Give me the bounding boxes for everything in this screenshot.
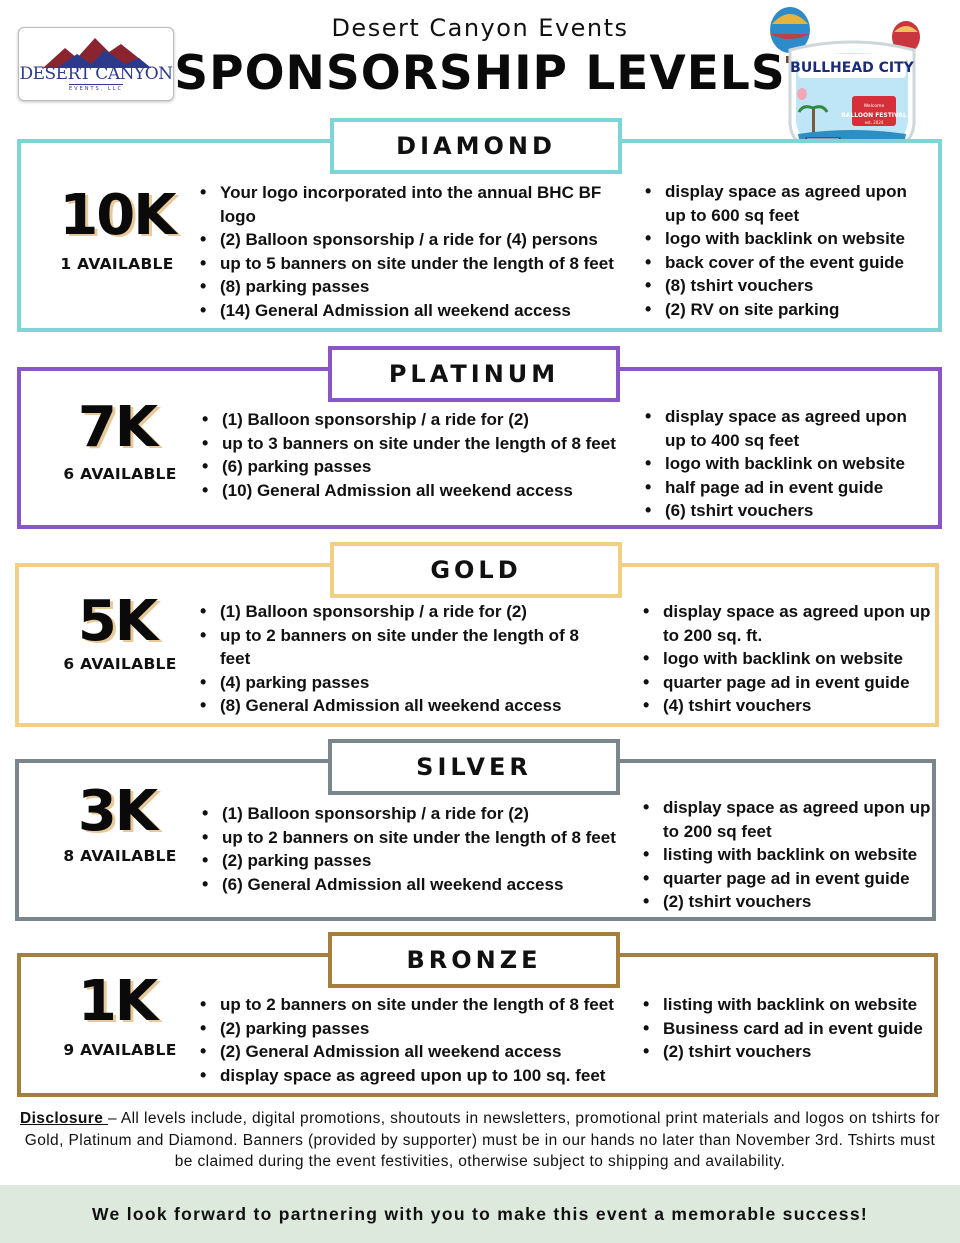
tier-silver-price: 3K bbox=[77, 779, 157, 844]
footer-banner bbox=[0, 1185, 960, 1243]
tier-diamond-label: DIAMOND bbox=[330, 118, 622, 174]
list-item: • back cover of the event guide bbox=[644, 251, 928, 275]
list-item: • up to 2 banners on site under the length of 8 feet bbox=[199, 624, 604, 671]
list-item: • (14) General Admission all weekend access bbox=[199, 299, 639, 323]
tier-platinum-availability: 6 AVAILABLE bbox=[63, 465, 177, 483]
tier-platinum-benefits-left bbox=[201, 408, 641, 502]
list-item: • (1) Balloon sponsorship / a ride for (2) bbox=[201, 802, 641, 826]
list-item: • (2) parking passes bbox=[201, 849, 641, 873]
tier-gold-availability: 6 AVAILABLE bbox=[63, 655, 177, 673]
tier-bronze-availability: 9 AVAILABLE bbox=[63, 1041, 177, 1059]
list-item: • logo with backlink on website bbox=[642, 647, 932, 671]
list-item: • (4) tshirt vouchers bbox=[642, 694, 932, 718]
tier-bronze-benefits-right bbox=[642, 993, 936, 1064]
list-item: • up to 5 banners on site under the length of 8 feet bbox=[199, 252, 639, 276]
list-item: • up to 3 banners on site under the length of 8 feet bbox=[201, 432, 641, 456]
list-item: • (10) General Admission all weekend access bbox=[201, 479, 641, 503]
tier-gold-benefits-right bbox=[642, 600, 932, 718]
list-item: • Business card ad in event guide bbox=[642, 1017, 936, 1041]
list-item: • half page ad in event guide bbox=[644, 476, 928, 500]
logo-subtitle: EVENTS, LLC bbox=[69, 86, 123, 92]
list-item: • Your logo incorporated into the annual BHC BF logo bbox=[199, 181, 639, 228]
tier-gold-price: 5K bbox=[77, 589, 157, 654]
list-item: • quarter page ad in event guide bbox=[642, 867, 932, 891]
list-item: • (6) General Admission all weekend access bbox=[201, 873, 641, 897]
tier-gold-benefits-left bbox=[199, 600, 604, 718]
footer-text: We look forward to partnering with you to make this event a memorable success! bbox=[92, 1203, 868, 1224]
svg-text:BULLHEAD CITY: BULLHEAD CITY bbox=[790, 60, 914, 76]
disclosure-paragraph bbox=[14, 1108, 946, 1173]
page-title: SPONSORSHIP LEVELS bbox=[174, 46, 786, 101]
list-item: • (1) Balloon sponsorship / a ride for (2) bbox=[201, 408, 641, 432]
svg-text:BALLOON FESTIVAL: BALLOON FESTIVAL bbox=[841, 112, 907, 119]
list-item: • up to 2 banners on site under the length of 8 feet bbox=[201, 826, 641, 850]
disclosure-text: – All levels include, digital promotions, shoutouts in newsletters, promotional print materials and logos on tshirts for Gold, Platinum and Diamond. Banners (provided by supporter) must be in our hands no later than November 3rd. Tshirts must be claimed during the event festivities, otherwise subject to shipping and availability. bbox=[24, 1110, 940, 1170]
tier-silver-availability: 8 AVAILABLE bbox=[63, 847, 177, 865]
tier-diamond-availability: 1 AVAILABLE bbox=[60, 255, 174, 273]
list-item: • (4) parking passes bbox=[199, 671, 604, 695]
logo-name: DESERT CANYON bbox=[19, 64, 173, 84]
list-item: • listing with backlink on website bbox=[642, 843, 932, 867]
list-item: • (2) General Admission all weekend access bbox=[199, 1040, 639, 1064]
list-item: • (2) parking passes bbox=[199, 1017, 639, 1041]
list-item: • (2) RV on site parking bbox=[644, 298, 928, 322]
page-kicker: Desert Canyon Events bbox=[331, 14, 629, 42]
list-item: • (8) General Admission all weekend access bbox=[199, 694, 604, 718]
tier-platinum-price: 7K bbox=[77, 395, 157, 460]
list-item: • (6) tshirt vouchers bbox=[644, 499, 928, 523]
tier-diamond-price: 10K bbox=[59, 183, 175, 248]
tier-bronze-price: 1K bbox=[77, 969, 157, 1034]
disclosure-heading: Disclosure bbox=[20, 1110, 108, 1127]
tier-diamond-benefits-right bbox=[644, 180, 928, 321]
tier-diamond-benefits-left bbox=[199, 181, 639, 322]
list-item: • logo with backlink on website bbox=[644, 227, 928, 251]
list-item: • up to 2 banners on site under the length of 8 feet bbox=[199, 993, 639, 1017]
tier-silver-label: SILVER bbox=[328, 739, 620, 795]
list-item: • quarter page ad in event guide bbox=[642, 671, 932, 695]
list-item: • (2) Balloon sponsorship / a ride for (4) persons bbox=[199, 228, 639, 252]
tier-silver-benefits-right bbox=[642, 796, 932, 914]
list-item: • display space as agreed upon up to 200 sq. ft. bbox=[642, 600, 932, 647]
list-item: • (2) tshirt vouchers bbox=[642, 890, 932, 914]
list-item: • display space as agreed upon up to 100 sq. feet bbox=[199, 1064, 639, 1088]
list-item: • (6) parking passes bbox=[201, 455, 641, 479]
list-item: • display space as agreed upon up to 400 sq feet bbox=[644, 405, 928, 452]
svg-text:est. 2024: est. 2024 bbox=[864, 120, 884, 125]
list-item: • (8) tshirt vouchers bbox=[644, 274, 928, 298]
list-item: • (1) Balloon sponsorship / a ride for (2) bbox=[199, 600, 604, 624]
list-item: • display space as agreed upon up to 600 sq feet bbox=[644, 180, 928, 227]
list-item: • listing with backlink on website bbox=[642, 993, 936, 1017]
list-item: • (8) parking passes bbox=[199, 275, 639, 299]
tier-silver-benefits-left bbox=[201, 802, 641, 896]
tier-bronze-label: BRONZE bbox=[328, 932, 620, 988]
list-item: • display space as agreed upon up to 200 sq feet bbox=[642, 796, 932, 843]
tier-bronze-benefits-left bbox=[199, 993, 639, 1087]
list-item: • logo with backlink on website bbox=[644, 452, 928, 476]
list-item: • (2) tshirt vouchers bbox=[642, 1040, 936, 1064]
tier-platinum-benefits-right bbox=[644, 405, 928, 523]
tier-gold-label: GOLD bbox=[330, 542, 622, 598]
tier-platinum-label: PLATINUM bbox=[328, 346, 620, 402]
svg-text:Welcome: Welcome bbox=[863, 104, 885, 109]
